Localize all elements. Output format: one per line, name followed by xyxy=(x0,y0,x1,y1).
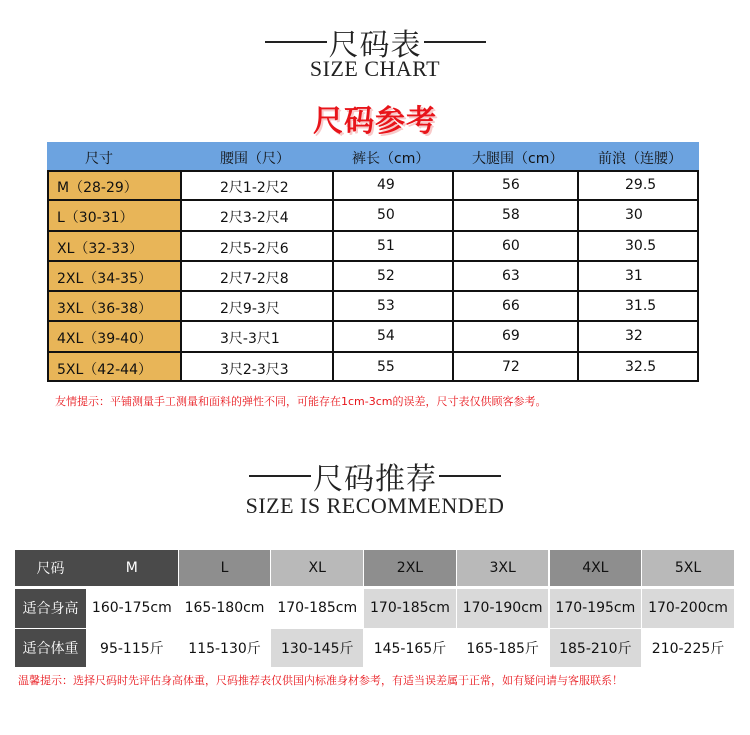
weight-cell: 130-145斤 xyxy=(271,629,363,668)
height-cell: 165-180cm xyxy=(179,589,271,628)
header-waist: 腰围（尺） xyxy=(220,151,290,167)
table-cell: 2尺1-2尺2 xyxy=(220,180,289,196)
size-reference-title: 尺码参考 xyxy=(313,104,437,139)
table-col-divider xyxy=(452,170,454,382)
table-cell: 3尺-3尺1 xyxy=(220,331,280,348)
table-cell: 69 xyxy=(502,328,520,345)
size-header-4XL: 4XL xyxy=(550,550,642,586)
table-cell: 3尺2-3尺3 xyxy=(220,361,289,378)
header-rise: 前浪（连腰） xyxy=(598,151,682,167)
table-row-divider xyxy=(47,170,699,172)
table-cell: 2尺3-2尺4 xyxy=(220,210,289,227)
size-label-cell: 4XL（39-40） xyxy=(57,331,152,348)
table-row-divider xyxy=(47,260,699,262)
table-cell: 49 xyxy=(377,177,395,193)
size-chart-subtitle: SIZE CHART xyxy=(309,56,441,81)
size-chart-body xyxy=(47,170,699,382)
weight-cell: 165-185斤 xyxy=(457,629,549,668)
recommend-note: 温馨提示：选择尺码时先评估身高体重，尺码推荐表仅供国内标准身材参考，有适当误差属于正常，如有疑问请与客服联系！ xyxy=(18,674,623,687)
table-cell: 30.5 xyxy=(625,237,657,254)
size-header-L: L xyxy=(179,550,271,586)
table-cell: 60 xyxy=(502,237,520,254)
table-col-divider xyxy=(697,170,699,382)
table-cell: 2尺5-2尺6 xyxy=(220,240,289,257)
size-chart-note: 友情提示：平铺测量手工测量和面料的弹性不同，可能存在1cm-3cm的误差，尺寸表仅供顾客参考。 xyxy=(55,395,547,408)
table-cell: 53 xyxy=(377,298,395,315)
table-row-divider xyxy=(47,380,699,382)
table-col-divider xyxy=(180,170,182,382)
size-chart-title: 尺码表 xyxy=(328,28,422,63)
table-row-divider xyxy=(47,199,699,201)
table-cell: 29.5 xyxy=(625,177,657,193)
title-dash-left xyxy=(249,475,311,477)
table-cell: 2尺7-2尺8 xyxy=(220,270,289,287)
weight-cell: 210-225斤 xyxy=(642,629,734,668)
weight-cell: 145-165斤 xyxy=(364,629,456,668)
table-col-divider xyxy=(47,170,49,382)
title-dash-left xyxy=(265,41,327,43)
table-cell: 54 xyxy=(377,328,395,345)
size-label-cell: M（28-29） xyxy=(57,180,138,196)
header-length: 裤长（cm） xyxy=(352,151,430,167)
height-cell: 170-185cm xyxy=(271,589,363,628)
table-row-divider xyxy=(47,290,699,292)
weight-cell: 115-130斤 xyxy=(179,629,271,668)
size-label-cell: 3XL（36-38） xyxy=(57,301,152,318)
size-chart-header xyxy=(47,142,699,170)
height-cell: 170-190cm xyxy=(457,589,549,628)
recommend-subtitle: SIZE IS RECOMMENDED xyxy=(245,493,505,518)
table-col-divider xyxy=(577,170,579,382)
size-header-label: 尺码 xyxy=(15,550,86,586)
table-col-divider xyxy=(332,170,334,382)
table-cell: 51 xyxy=(377,237,395,254)
table-cell: 32 xyxy=(625,328,643,345)
table-cell: 32.5 xyxy=(625,358,657,375)
table-cell: 56 xyxy=(502,177,520,193)
table-row-divider xyxy=(47,320,699,322)
size-label-cell: L（30-31） xyxy=(57,210,134,227)
title-dash-right xyxy=(424,41,486,43)
table-cell: 2尺9-3尺 xyxy=(220,301,280,318)
table-cell: 55 xyxy=(377,358,395,375)
size-header-M: M xyxy=(86,550,178,586)
weight-cell: 185-210斤 xyxy=(550,629,642,668)
recommend-title: 尺码推荐 xyxy=(313,462,437,497)
height-cell: 170-185cm xyxy=(364,589,456,628)
weight-cell: 95-115斤 xyxy=(86,629,178,668)
table-cell: 66 xyxy=(502,298,520,315)
table-cell: 63 xyxy=(502,267,520,284)
recommend-title-row xyxy=(0,454,750,498)
size-header-2XL: 2XL xyxy=(364,550,456,586)
size-chart-table xyxy=(47,142,699,382)
size-header-3XL: 3XL xyxy=(457,550,549,586)
table-cell: 52 xyxy=(377,267,395,284)
table-cell: 31 xyxy=(625,267,643,284)
size-header-XL: XL xyxy=(271,550,363,586)
title-dash-right xyxy=(439,475,501,477)
size-label-cell: 2XL（34-35） xyxy=(57,270,152,287)
header-size: 尺寸 xyxy=(85,151,113,167)
table-cell: 58 xyxy=(502,207,520,224)
table-row-divider xyxy=(47,351,699,353)
height-row-label: 适合身高 xyxy=(15,589,86,628)
size-label-cell: XL（32-33） xyxy=(57,240,144,257)
height-cell: 170-200cm xyxy=(642,589,734,628)
height-cell: 170-195cm xyxy=(550,589,642,628)
header-thigh: 大腿围（cm） xyxy=(472,151,564,167)
height-cell: 160-175cm xyxy=(86,589,178,628)
table-cell: 30 xyxy=(625,207,643,224)
table-cell: 31.5 xyxy=(625,298,657,315)
size-recommend-table xyxy=(15,550,735,663)
table-cell: 72 xyxy=(502,358,520,375)
table-cell: 50 xyxy=(377,207,395,224)
size-header-5XL: 5XL xyxy=(642,550,734,586)
table-row-divider xyxy=(47,230,699,232)
size-label-cell: 5XL（42-44） xyxy=(57,361,152,378)
weight-row-label: 适合体重 xyxy=(15,629,86,668)
